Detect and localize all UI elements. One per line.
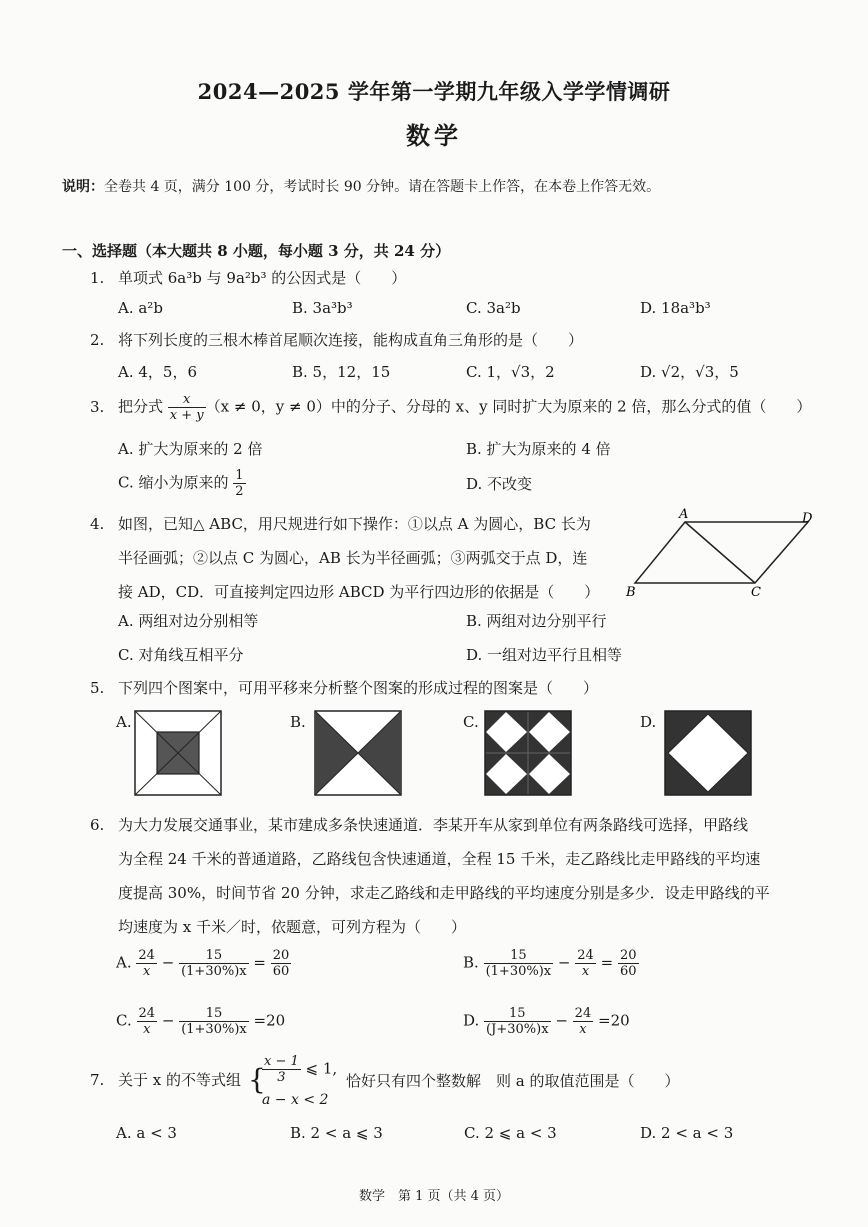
fraction: $\frac{15}{(1+30\%)x}$ <box>181 948 247 979</box>
q5-option-c-label[interactable]: C. <box>463 713 479 731</box>
subject-title: 数学 <box>406 121 462 150</box>
fraction-numerator: 1 <box>235 468 244 483</box>
equals-value: =20 <box>598 1011 630 1030</box>
q2-option-b[interactable]: B. 5，12，15 <box>292 363 391 381</box>
question-stem: 单项式 6a³b 与 9a²b³ 的公因式是（ ） <box>118 269 407 287</box>
q7-option-b[interactable]: B. 2 < a ⩽ 3 <box>290 1124 383 1142</box>
fraction: $\frac{15}{(1+30\%)x}$ <box>485 948 552 979</box>
label-d: D <box>802 511 813 526</box>
question-line: 为全程 24 千米的普通道路，乙路线包含快速通道，全程 15 千米，走乙路线比走甲路线的平均速 <box>118 850 761 868</box>
equals-sign: = <box>600 953 614 972</box>
question-stem-post: 恰好只有四个整数解 则 a 的取值范围是（ ） <box>346 1072 680 1090</box>
question-number: 7. <box>90 1071 105 1089</box>
q5-option-b-label[interactable]: B. <box>290 713 306 731</box>
exam-title: 2024—2025 学年第一学期九年级入学学情调研 <box>197 79 671 104</box>
q5-pattern-b[interactable] <box>314 710 402 796</box>
q1-option-c[interactable]: C. 3a²b <box>466 299 521 317</box>
equals-sign: = <box>253 953 266 972</box>
question-number: 1. <box>90 269 105 287</box>
q5-pattern-d[interactable] <box>664 710 752 796</box>
minus-sign: − <box>161 953 175 972</box>
equals-value: =20 <box>253 1011 286 1030</box>
inequality-2: a − x < 2 <box>262 1092 329 1108</box>
q3-option-d[interactable]: D. 不改变 <box>466 475 533 493</box>
parallelogram-outline <box>635 522 808 583</box>
minus-sign: − <box>555 1011 568 1030</box>
q7-option-d[interactable]: D. 2 < a < 3 <box>640 1124 734 1142</box>
option-label: A. <box>116 953 132 972</box>
question-5 <box>90 678 598 698</box>
question-7 <box>90 1070 241 1090</box>
q4-option-a[interactable]: A. 两组对边分别相等 <box>118 612 259 630</box>
fraction-denominator: 2 <box>235 484 244 499</box>
question-stem-post: （x ≠ 0，y ≠ 0）中的分子、分母的 x、y 同时扩大为原来的 2 倍，那么分式的值（ ） <box>205 397 812 416</box>
page-footer: 数学 第 1 页（共 4 页） <box>358 1189 510 1204</box>
q1-option-b[interactable]: B. 3a³b³ <box>292 299 353 317</box>
fraction: $\frac{24}{x}$ <box>138 1006 156 1037</box>
q7-option-c[interactable]: C. 2 ⩽ a < 3 <box>464 1124 557 1142</box>
question-stem: 将下列长度的三根木棒首尾顺次连接，能构成直角三角形的是（ ） <box>118 331 584 349</box>
fraction: $\frac{20}{60}$ <box>619 948 637 979</box>
fraction <box>168 392 206 423</box>
q2-option-a[interactable]: A. 4，5，6 <box>118 363 197 381</box>
fraction: $\frac{24}{x}$ <box>577 948 594 979</box>
question-1 <box>90 268 406 288</box>
parallelogram-figure <box>620 508 820 600</box>
q6-option-c[interactable] <box>116 1006 285 1037</box>
relation: ⩽ 1, <box>305 1059 338 1078</box>
fraction-numerator: x <box>168 392 206 408</box>
question-stem-pre: 关于 x 的不等式组 <box>118 1071 241 1089</box>
q7-option-a[interactable]: A. a < 3 <box>116 1124 177 1142</box>
question-2 <box>90 330 583 350</box>
question-4 <box>90 507 599 609</box>
question-number: 6. <box>90 816 105 834</box>
question-6 <box>90 808 770 944</box>
question-number: 3. <box>90 397 105 416</box>
q5-option-d-label[interactable]: D. <box>640 713 657 731</box>
fraction-denominator: x + y <box>169 408 204 423</box>
q6-option-a[interactable] <box>116 948 291 979</box>
exam-note <box>62 176 660 196</box>
fraction <box>233 468 245 499</box>
question-number: 4. <box>90 515 105 533</box>
fraction: $\frac{15}{(J+30\%)x}$ <box>486 1006 549 1037</box>
label-c: C <box>751 585 761 600</box>
q4-option-b[interactable]: B. 两组对边分别平行 <box>466 612 607 630</box>
q1-option-a[interactable]: A. a²b <box>118 299 163 317</box>
q5-pattern-a[interactable] <box>134 710 222 796</box>
question-stem-pre: 把分式 <box>118 397 164 416</box>
question-3 <box>90 392 811 423</box>
q5-pattern-c[interactable] <box>484 710 572 796</box>
q3-option-a[interactable]: A. 扩大为原来的 2 倍 <box>118 440 263 458</box>
q2-option-d[interactable]: D. √2，√3，5 <box>640 363 739 381</box>
question-stem: 下列四个图案中，可用平移来分析整个图案的形成过程的图案是（ ） <box>118 679 599 697</box>
q2-option-c[interactable]: C. 1，√3，2 <box>466 363 555 381</box>
fraction: $\frac{24}{x}$ <box>574 1006 592 1037</box>
question-number: 2. <box>90 331 105 349</box>
question-line: 度提高 30%，时间节省 20 分钟，求走乙路线和走甲路线的平均速度分别是多少．设走甲路线的平 <box>118 884 770 902</box>
question-line: 为大力发展交通事业，某市建成多条快速通道．李某开车从家到单位有两条路线可选择，甲路线 <box>118 816 749 834</box>
label-a: A <box>679 508 689 522</box>
fraction: $\frac{15}{(1+30\%)x}$ <box>181 1006 247 1037</box>
note-label: 说明： <box>62 179 104 195</box>
label-b: B <box>626 585 636 600</box>
q4-option-d[interactable]: D. 一组对边平行且相等 <box>466 646 623 664</box>
minus-sign: − <box>161 1011 175 1030</box>
q5-option-a-label[interactable]: A. <box>116 713 132 731</box>
question-number: 5. <box>90 679 105 697</box>
option-label: C. <box>116 1011 132 1030</box>
fraction: $\frac{24}{x}$ <box>138 948 155 979</box>
q6-option-d[interactable] <box>463 1006 630 1037</box>
q3-option-c[interactable] <box>118 468 246 499</box>
q1-option-d[interactable]: D. 18a³b³ <box>640 299 711 317</box>
fraction: $\frac{20}{60}$ <box>272 948 290 979</box>
option-label: D. <box>463 1011 480 1030</box>
inequality-1 <box>262 1054 337 1085</box>
question-line: 接 AD，CD．可直接判定四边形 ABCD 为平行四边形的依据是（ ） <box>118 583 600 601</box>
note-text: 全卷共 4 页，满分 100 分，考试时长 90 分钟。请在答题卡上作答，在本卷上作答无效。 <box>104 179 661 195</box>
q4-option-c[interactable]: C. 对角线互相平分 <box>118 646 244 664</box>
q6-option-b[interactable] <box>463 948 639 979</box>
diagonal-ac <box>685 522 755 583</box>
q3-option-b[interactable]: B. 扩大为原来的 4 倍 <box>466 440 611 458</box>
question-line: 半径画弧；②以点 C 为圆心，AB 长为半径画弧；③两弧交于点 D，连 <box>118 549 588 567</box>
minus-sign: − <box>557 953 571 972</box>
fraction: $\frac{x - 1}{3}$ <box>264 1054 299 1085</box>
option-label: B. <box>463 953 479 972</box>
question-line: 均速度为 x 千米／时，依题意，可列方程为（ ） <box>118 918 466 936</box>
system-brace: { <box>248 1063 266 1096</box>
option-text: C. 缩小为原来的 <box>118 473 229 492</box>
question-line: 如图，已知△ ABC，用尺规进行如下操作：①以点 A 为圆心，BC 长为 <box>118 515 591 533</box>
section-title: 一、选择题（本大题共 8 小题，每小题 3 分，共 24 分） <box>62 242 451 260</box>
